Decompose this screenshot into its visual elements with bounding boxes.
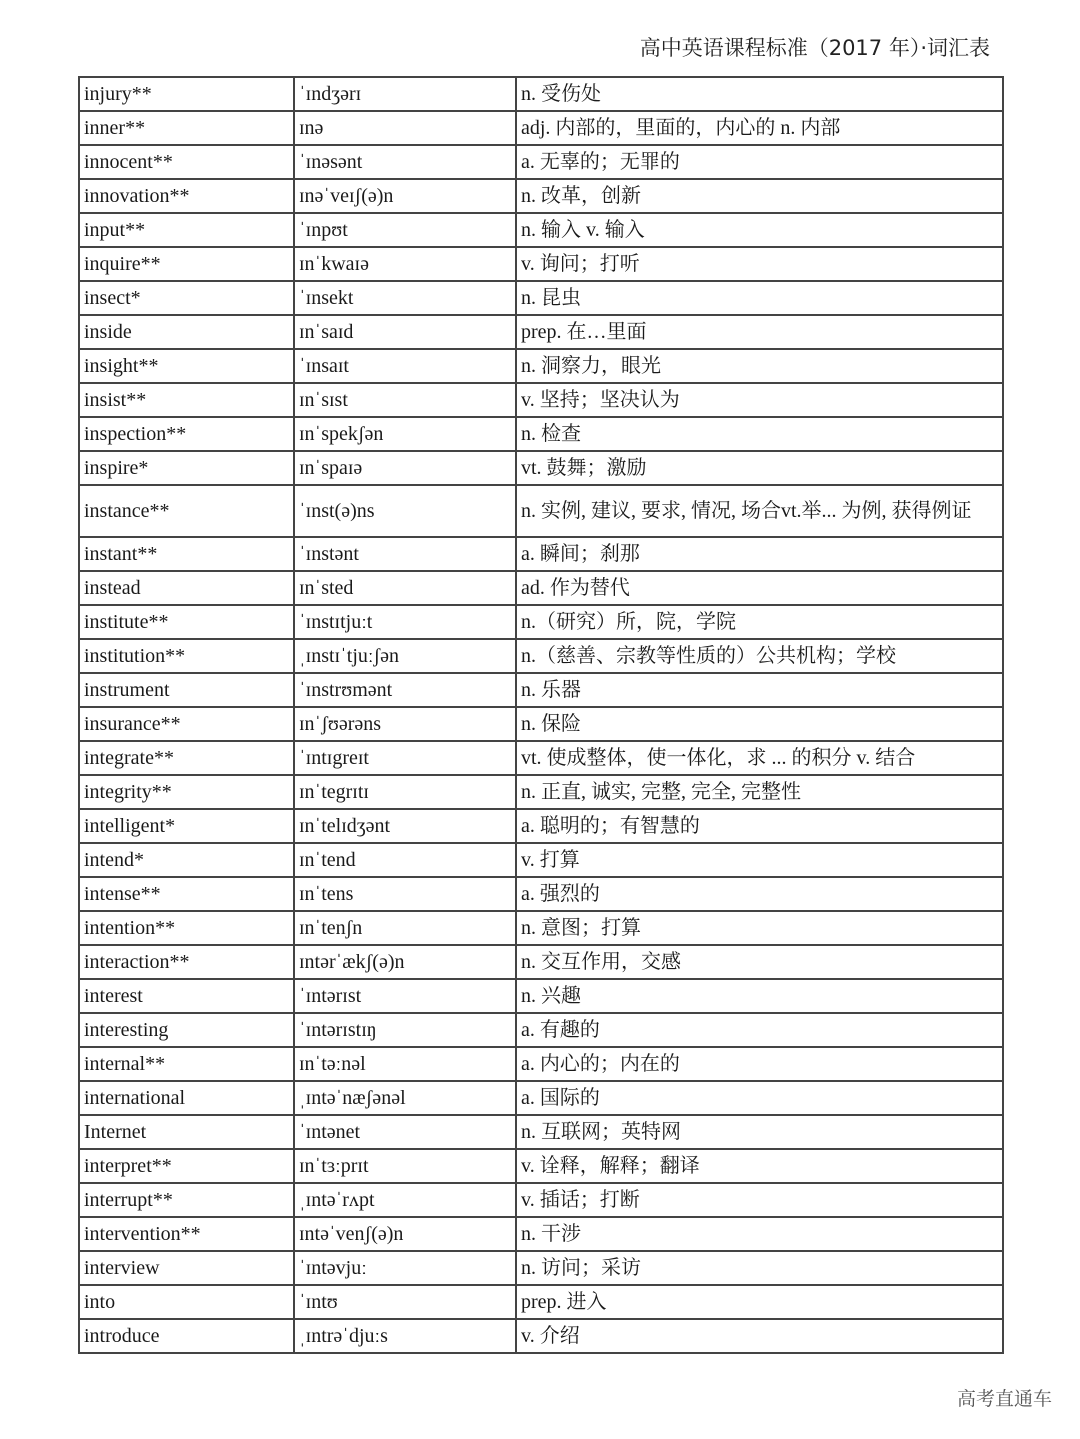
phonetic-cell: ɪnˈtɜːprɪt bbox=[294, 1149, 516, 1183]
phonetic-cell: ɪnˈʃʊərəns bbox=[294, 707, 516, 741]
meaning-cell: v. 打算 bbox=[516, 843, 1003, 877]
meaning-cell: v. 诠释，解释；翻译 bbox=[516, 1149, 1003, 1183]
table-row bbox=[79, 417, 1003, 451]
table-row bbox=[79, 77, 1003, 111]
table-row bbox=[79, 111, 1003, 145]
word-cell: input** bbox=[79, 213, 294, 247]
phonetic-cell: ɪnˈtəːnəl bbox=[294, 1047, 516, 1081]
table-row bbox=[79, 639, 1003, 673]
meaning-cell: prep. 进入 bbox=[516, 1285, 1003, 1319]
table-row bbox=[79, 1319, 1003, 1353]
word-cell: inner** bbox=[79, 111, 294, 145]
word-cell: integrate** bbox=[79, 741, 294, 775]
table-row bbox=[79, 145, 1003, 179]
table-row bbox=[79, 1081, 1003, 1115]
table-row bbox=[79, 979, 1003, 1013]
word-cell: introduce bbox=[79, 1319, 294, 1353]
word-cell: interaction** bbox=[79, 945, 294, 979]
word-cell: intend* bbox=[79, 843, 294, 877]
word-cell: instead bbox=[79, 571, 294, 605]
meaning-cell: n. 互联网；英特网 bbox=[516, 1115, 1003, 1149]
meaning-cell: v. 介绍 bbox=[516, 1319, 1003, 1353]
table-row bbox=[79, 945, 1003, 979]
table-row bbox=[79, 911, 1003, 945]
word-cell: innocent** bbox=[79, 145, 294, 179]
meaning-cell: n. 输入 v. 输入 bbox=[516, 213, 1003, 247]
phonetic-cell: ɪnˈtelɪdʒənt bbox=[294, 809, 516, 843]
phonetic-cell: ˈɪndʒərɪ bbox=[294, 77, 516, 111]
meaning-cell: adj. 内部的，里面的，内心的 n. 内部 bbox=[516, 111, 1003, 145]
word-cell: Internet bbox=[79, 1115, 294, 1149]
word-cell: international bbox=[79, 1081, 294, 1115]
meaning-cell: n. 昆虫 bbox=[516, 281, 1003, 315]
word-cell: institute** bbox=[79, 605, 294, 639]
meaning-cell: n. 保险 bbox=[516, 707, 1003, 741]
phonetic-cell: ɪnˈsted bbox=[294, 571, 516, 605]
meaning-cell: a. 瞬间；刹那 bbox=[516, 537, 1003, 571]
phonetic-cell: ɪnˈtegrɪtɪ bbox=[294, 775, 516, 809]
word-cell: integrity** bbox=[79, 775, 294, 809]
page-header: 高中英语课程标准（2017 年）·词汇表 bbox=[639, 36, 990, 60]
phonetic-cell: ɪntəˈvenʃ(ə)n bbox=[294, 1217, 516, 1251]
phonetic-cell: ɪnˈtend bbox=[294, 843, 516, 877]
vocabulary-table-body bbox=[79, 77, 1003, 1353]
word-cell: inquire** bbox=[79, 247, 294, 281]
table-row bbox=[79, 1183, 1003, 1217]
word-cell: intelligent* bbox=[79, 809, 294, 843]
phonetic-cell: ɪnˈkwaɪə bbox=[294, 247, 516, 281]
meaning-cell: n. 改革，创新 bbox=[516, 179, 1003, 213]
meaning-cell: n. 交互作用，交感 bbox=[516, 945, 1003, 979]
word-cell: inspire* bbox=[79, 451, 294, 485]
phonetic-cell: ɪnˈtens bbox=[294, 877, 516, 911]
meaning-cell: n. 乐器 bbox=[516, 673, 1003, 707]
meaning-cell: v. 坚持；坚决认为 bbox=[516, 383, 1003, 417]
meaning-cell: n. 意图；打算 bbox=[516, 911, 1003, 945]
table-row bbox=[79, 213, 1003, 247]
phonetic-cell: ˈɪntɪgreɪt bbox=[294, 741, 516, 775]
phonetic-cell: ˌɪntrəˈdjuːs bbox=[294, 1319, 516, 1353]
word-cell: innovation** bbox=[79, 179, 294, 213]
word-cell: insist** bbox=[79, 383, 294, 417]
meaning-cell: n. 受伤处 bbox=[516, 77, 1003, 111]
meaning-cell: ad. 作为替代 bbox=[516, 571, 1003, 605]
table-row bbox=[79, 247, 1003, 281]
meaning-cell: a. 强烈的 bbox=[516, 877, 1003, 911]
word-cell: into bbox=[79, 1285, 294, 1319]
word-cell: insight** bbox=[79, 349, 294, 383]
table-row bbox=[79, 485, 1003, 537]
table-row bbox=[79, 741, 1003, 775]
meaning-cell: a. 聪明的；有智慧的 bbox=[516, 809, 1003, 843]
word-cell: intention** bbox=[79, 911, 294, 945]
word-cell: interesting bbox=[79, 1013, 294, 1047]
table-row bbox=[79, 537, 1003, 571]
phonetic-cell: ˈɪnpʊt bbox=[294, 213, 516, 247]
phonetic-cell: ɪnə bbox=[294, 111, 516, 145]
meaning-cell: prep. 在…里面 bbox=[516, 315, 1003, 349]
table-row bbox=[79, 1149, 1003, 1183]
word-cell: interpret** bbox=[79, 1149, 294, 1183]
table-row bbox=[79, 383, 1003, 417]
phonetic-cell: ˈɪnsaɪt bbox=[294, 349, 516, 383]
table-row bbox=[79, 1013, 1003, 1047]
phonetic-cell: ˈɪnstənt bbox=[294, 537, 516, 571]
table-row bbox=[79, 605, 1003, 639]
word-cell: intervention** bbox=[79, 1217, 294, 1251]
table-row bbox=[79, 1217, 1003, 1251]
table-row bbox=[79, 179, 1003, 213]
table-row bbox=[79, 571, 1003, 605]
word-cell: instant** bbox=[79, 537, 294, 571]
meaning-cell: v. 插话；打断 bbox=[516, 1183, 1003, 1217]
phonetic-cell: ˈɪntəvjuː bbox=[294, 1251, 516, 1285]
word-cell: instrument bbox=[79, 673, 294, 707]
phonetic-cell: ɪnˈspaɪə bbox=[294, 451, 516, 485]
table-row bbox=[79, 1047, 1003, 1081]
meaning-cell: n. 干涉 bbox=[516, 1217, 1003, 1251]
phonetic-cell: ɪnˈtenʃn bbox=[294, 911, 516, 945]
table-row bbox=[79, 843, 1003, 877]
phonetic-cell: ˈɪntʊ bbox=[294, 1285, 516, 1319]
phonetic-cell: ˈɪnst(ə)ns bbox=[294, 485, 516, 537]
phonetic-cell: ɪnəˈveɪʃ(ə)n bbox=[294, 179, 516, 213]
meaning-cell: n.（慈善、宗教等性质的）公共机构；学校 bbox=[516, 639, 1003, 673]
table-row bbox=[79, 315, 1003, 349]
word-cell: inspection** bbox=[79, 417, 294, 451]
meaning-cell: n. 访问；采访 bbox=[516, 1251, 1003, 1285]
word-cell: internal** bbox=[79, 1047, 294, 1081]
phonetic-cell: ɪntərˈækʃ(ə)n bbox=[294, 945, 516, 979]
word-cell: instance** bbox=[79, 485, 294, 537]
meaning-cell: a. 国际的 bbox=[516, 1081, 1003, 1115]
phonetic-cell: ɪnˈsaɪd bbox=[294, 315, 516, 349]
word-cell: interrupt** bbox=[79, 1183, 294, 1217]
meaning-cell: a. 有趣的 bbox=[516, 1013, 1003, 1047]
phonetic-cell: ˈɪnstrʊmənt bbox=[294, 673, 516, 707]
phonetic-cell: ˌɪnstɪˈtjuːʃən bbox=[294, 639, 516, 673]
word-cell: interest bbox=[79, 979, 294, 1013]
word-cell: interview bbox=[79, 1251, 294, 1285]
vocabulary-table bbox=[78, 76, 1004, 1354]
meaning-cell: v. 询问；打听 bbox=[516, 247, 1003, 281]
phonetic-cell: ˈɪnəsənt bbox=[294, 145, 516, 179]
meaning-cell: n. 兴趣 bbox=[516, 979, 1003, 1013]
meaning-cell: a. 无辜的；无罪的 bbox=[516, 145, 1003, 179]
table-row bbox=[79, 673, 1003, 707]
meaning-cell: n. 实例, 建议, 要求, 情况, 场合vt.举... 为例, 获得例证 bbox=[516, 485, 1003, 537]
meaning-cell: n. 检查 bbox=[516, 417, 1003, 451]
table-row bbox=[79, 1285, 1003, 1319]
table-row bbox=[79, 281, 1003, 315]
meaning-cell: n.（研究）所，院，学院 bbox=[516, 605, 1003, 639]
phonetic-cell: ɪnˈspekʃən bbox=[294, 417, 516, 451]
watermark: 高考直通车 bbox=[956, 1388, 1052, 1410]
phonetic-cell: ˌɪntəˈnæʃənəl bbox=[294, 1081, 516, 1115]
phonetic-cell: ˈɪntərɪst bbox=[294, 979, 516, 1013]
table-row bbox=[79, 877, 1003, 911]
table-row bbox=[79, 349, 1003, 383]
phonetic-cell: ɪnˈsɪst bbox=[294, 383, 516, 417]
word-cell: intense** bbox=[79, 877, 294, 911]
meaning-cell: n. 正直, 诚实, 完整, 完全, 完整性 bbox=[516, 775, 1003, 809]
meaning-cell: vt. 鼓舞；激励 bbox=[516, 451, 1003, 485]
phonetic-cell: ˈɪntənet bbox=[294, 1115, 516, 1149]
word-cell: injury** bbox=[79, 77, 294, 111]
phonetic-cell: ˈɪntərɪstɪŋ bbox=[294, 1013, 516, 1047]
table-row bbox=[79, 1115, 1003, 1149]
table-row bbox=[79, 451, 1003, 485]
table-row bbox=[79, 1251, 1003, 1285]
word-cell: inside bbox=[79, 315, 294, 349]
meaning-cell: vt. 使成整体，使一体化，求 ... 的积分 v. 结合 bbox=[516, 741, 1003, 775]
table-row bbox=[79, 809, 1003, 843]
table-row bbox=[79, 775, 1003, 809]
phonetic-cell: ˈɪnstɪtjuːt bbox=[294, 605, 516, 639]
meaning-cell: a. 内心的；内在的 bbox=[516, 1047, 1003, 1081]
phonetic-cell: ˈɪnsekt bbox=[294, 281, 516, 315]
table-row bbox=[79, 707, 1003, 741]
phonetic-cell: ˌɪntəˈrʌpt bbox=[294, 1183, 516, 1217]
word-cell: institution** bbox=[79, 639, 294, 673]
word-cell: insurance** bbox=[79, 707, 294, 741]
word-cell: insect* bbox=[79, 281, 294, 315]
meaning-cell: n. 洞察力，眼光 bbox=[516, 349, 1003, 383]
